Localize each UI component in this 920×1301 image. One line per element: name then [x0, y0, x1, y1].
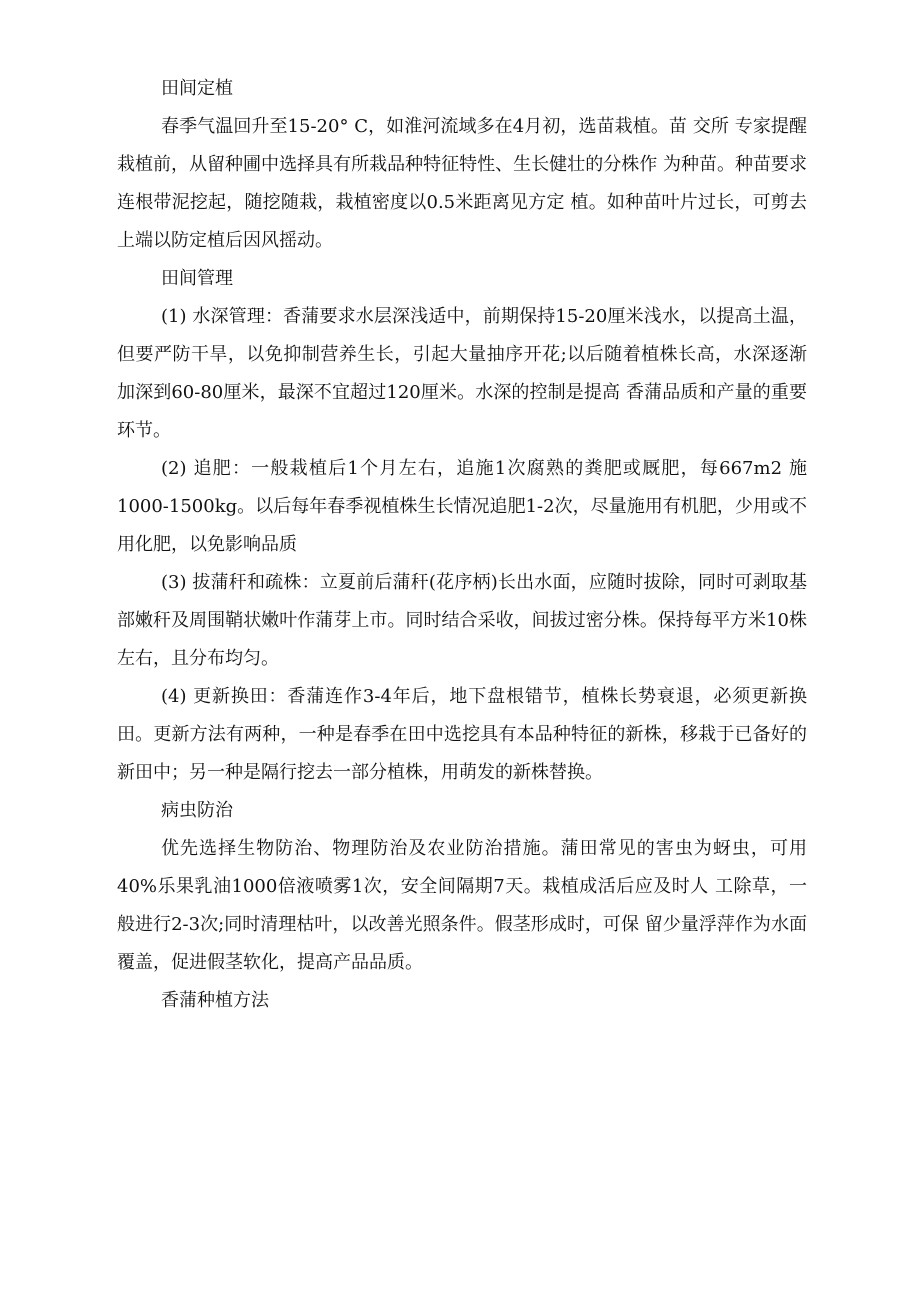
document-body: [117, 70, 807, 1020]
paragraph-fertilizing: (2) 追肥：一般栽植后1个月左右，追施1次腐熟的粪肥或厩肥，每667m2 施1000-1500kg。以后每年春季视植株生长情况追肥1-2次，尽量施用有机肥，少用或不用化肥，以免影响品质: [117, 458, 807, 555]
section-heading-field-management: 田间管理: [161, 268, 233, 289]
paragraph-thinning: (3) 拔蒲秆和疏株：立夏前后蒲秆(花序柄)长出水面，应随时拔除，同时可剥取基部嫩秆及周围鞘状嫩叶作蒲芽上市。同时结合采收，间拔过密分株。保持每平方米10株左右，且分布均匀。: [117, 572, 807, 669]
paragraph-planting: 春季气温回升至15-20° C，如淮河流域多在4月初，选苗栽植。苗 交所 专家提醒栽植前，从留种圃中选择具有所栽品种特征特性、生长健壮的分株作 为种苗。种苗要求连根带泥挖起，随挖随栽，栽植密度以0.5米距离见方定 植。如种苗叶片过长，可剪去上端以防定植后因风摇动。: [117, 116, 807, 251]
paragraph-water-depth: (1) 水深管理：香蒲要求水层深浅适中，前期保持15-20厘米浅水，以提高土温，但要严防干旱，以免抑制营养生长，引起大量抽序开花;以后随着植株长高，水深逐渐加深到60-80厘米，最深不宜超过120厘米。水深的控制是提高 香蒲品质和产量的重要环节。: [117, 306, 807, 441]
paragraph-pest-control: 优先选择生物防治、物理防治及农业防治措施。蒲田常见的害虫为蚜虫，可用40%乐果乳油1000倍液喷雾1次，安全间隔期7天。栽植成活后应及时人 工除草，一般进行2-3次;同时清理枯叶，以改善光照条件。假茎形成时，可保 留少量浮萍作为水面覆盖，促进假茎软化，提高产品品质。: [117, 838, 807, 973]
section-heading-pest-control: 病虫防治: [161, 800, 233, 821]
section-heading-planting: 田间定植: [161, 78, 233, 99]
paragraph-renewal: (4) 更新换田：香蒲连作3-4年后，地下盘根错节，植株长势衰退，必须更新换田。更新方法有两种，一种是春季在田中选挖具有本品种特征的新株，移栽于已备好的新田中；另一种是隔行挖去一部分植株，用萌发的新株替换。: [117, 686, 807, 783]
section-heading-planting-method: 香蒲种植方法: [161, 990, 269, 1011]
